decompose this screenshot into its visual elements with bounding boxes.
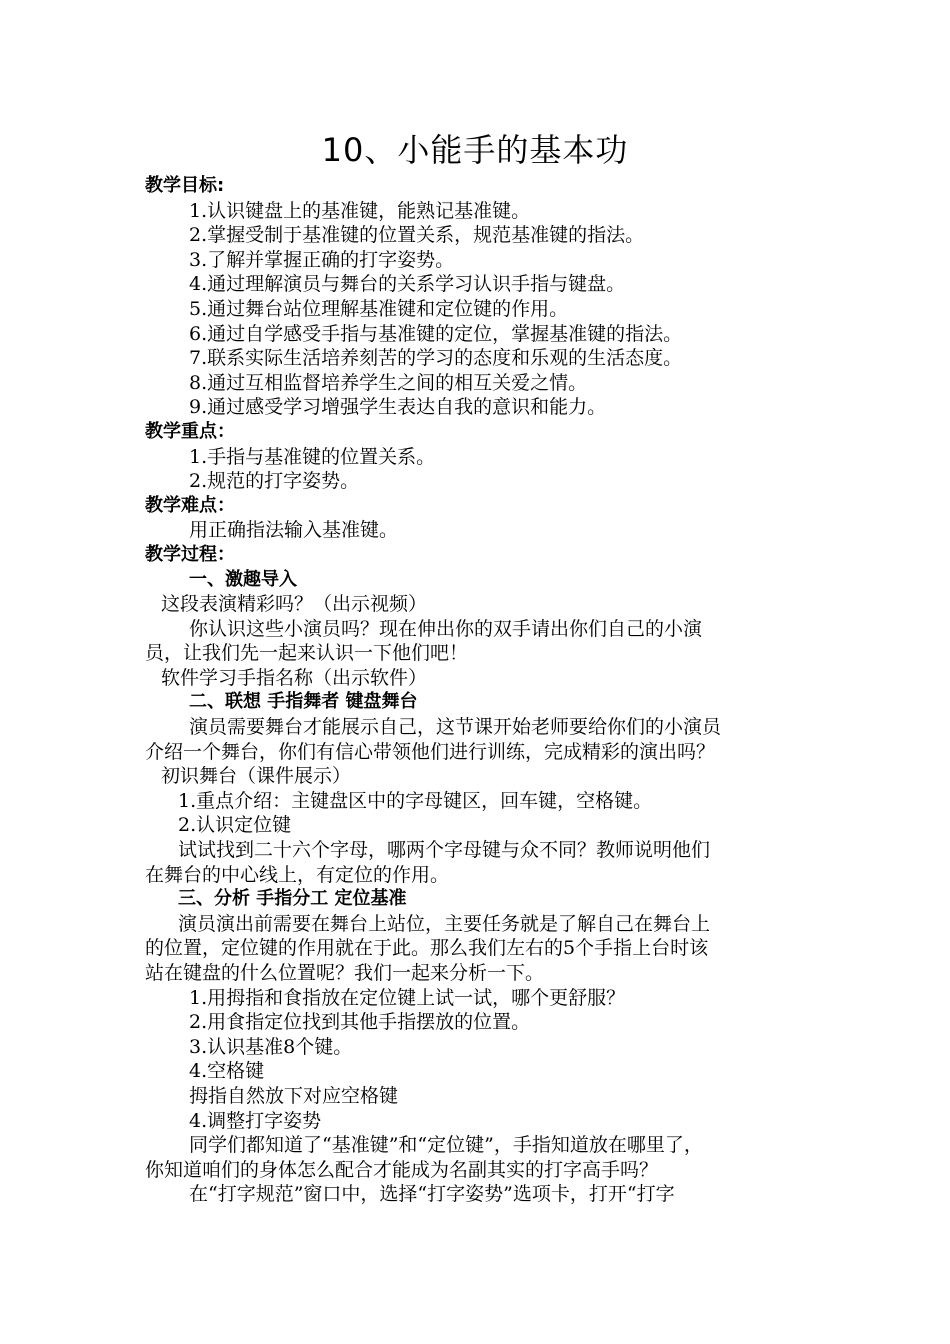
key-point-item: 2.规范的打字姿势。 bbox=[189, 470, 360, 493]
document-body bbox=[145, 174, 810, 1207]
key-point-item: 1.手指与基准键的位置关系。 bbox=[189, 445, 436, 468]
section-heading-difficulties: 教学难点： bbox=[145, 494, 235, 516]
objective-item: 8.通过互相监督培养学生之间的相互关爱之情。 bbox=[189, 371, 588, 394]
paragraph-line: 3.认识基准8个键。 bbox=[189, 1035, 353, 1058]
objective-item: 3.了解并掌握正确的打字姿势。 bbox=[189, 248, 455, 271]
paragraph-line: 站在键盘的什么位置呢？我们一起来分析一下。 bbox=[145, 962, 545, 984]
objective-item: 5.通过舞台站位理解基准键和定位键的作用。 bbox=[189, 297, 569, 320]
objective-item: 2.掌握受制于基准键的位置关系，规范基准键的指法。 bbox=[189, 224, 645, 247]
section-heading-objectives: 教学目标: bbox=[145, 175, 225, 196]
paragraph-line: 演员演出前需要在舞台上站位，主要任务就是了解自己在舞台上 bbox=[178, 912, 711, 935]
paragraph-line: 员，让我们先一起来认识一下他们吧！ bbox=[145, 642, 469, 665]
paragraph-line: 同学们都知道了“基准键”和“定位键”，手指知道放在哪里了， bbox=[189, 1134, 703, 1157]
paragraph-line: 在舞台的中心线上，有定位的作用。 bbox=[145, 863, 450, 886]
paragraph-line: 在“打字规范”窗口中，选择“打字姿势”选项卡，打开“打字 bbox=[189, 1183, 675, 1206]
paragraph-line: 4.空格键 bbox=[189, 1060, 265, 1083]
subsection-heading-intro: 一、激趣导入 bbox=[189, 568, 297, 590]
objective-item: 6.通过自学感受手指与基准键的定位，掌握基准键的指法。 bbox=[189, 322, 683, 345]
subsection-heading-analysis: 三、分析 手指分工 定位基准 bbox=[178, 888, 407, 910]
subsection-heading-association: 二、联想 手指舞者 键盘舞台 bbox=[189, 691, 418, 713]
section-heading-process: 教学过程： bbox=[145, 543, 235, 565]
page-title: 10、小能手的基本功 bbox=[321, 131, 629, 169]
objective-item: 9.通过感受学习增强学生表达自我的意识和能力。 bbox=[189, 396, 607, 419]
paragraph-line: 2.用食指定位找到其他手指摆放的位置。 bbox=[189, 1011, 531, 1034]
paragraph-line: 试试找到二十六个字母，哪两个字母键与众不同？教师说明他们 bbox=[178, 839, 711, 862]
section-heading-key-points: 教学重点： bbox=[145, 420, 235, 442]
paragraph-line: 1.重点介绍：主键盘区中的字母键区，回车键，空格键。 bbox=[178, 789, 653, 812]
paragraph-line: 你知道咱们的身体怎么配合才能成为名副其实的打字高手吗？ bbox=[145, 1158, 659, 1181]
paragraph-line: 介绍一个舞台，你们有信心带领他们进行训练，完成精彩的演出吗？ bbox=[145, 740, 716, 763]
paragraph-line: 你认识这些小演员吗？现在伸出你的双手请出你们自己的小演 bbox=[189, 617, 703, 640]
paragraph-line: 软件学习手指名称（出示软件） bbox=[161, 666, 428, 689]
paragraph-line: 1.用拇指和食指放在定位键上试一试，哪个更舒服？ bbox=[189, 986, 626, 1009]
difficulty-item: 用正确指法输入基准键。 bbox=[189, 519, 399, 542]
paragraph-line: 这段表演精彩吗？（出示视频） bbox=[161, 593, 428, 616]
paragraph-line: 4.调整打字姿势 bbox=[189, 1109, 322, 1132]
objective-item: 1.认识键盘上的基准键，能熟记基准键。 bbox=[189, 199, 531, 222]
paragraph-line: 演员需要舞台才能展示自己，这节课开始老师要给你们的小演员 bbox=[189, 716, 722, 739]
objective-item: 7.联系实际生活培养刻苦的学习的态度和乐观的生活态度。 bbox=[189, 347, 683, 370]
paragraph-line: 拇指自然放下对应空格键 bbox=[189, 1084, 399, 1107]
objective-item: 4.通过理解演员与舞台的关系学习认识手指与键盘。 bbox=[189, 273, 626, 296]
paragraph-line: 初识舞台（课件展示） bbox=[161, 765, 352, 788]
paragraph-line: 2.认识定位键 bbox=[178, 814, 292, 837]
paragraph-line: 的位置，定位键的作用就在于此。那么我们左右的5个手指上台时该 bbox=[145, 937, 709, 960]
